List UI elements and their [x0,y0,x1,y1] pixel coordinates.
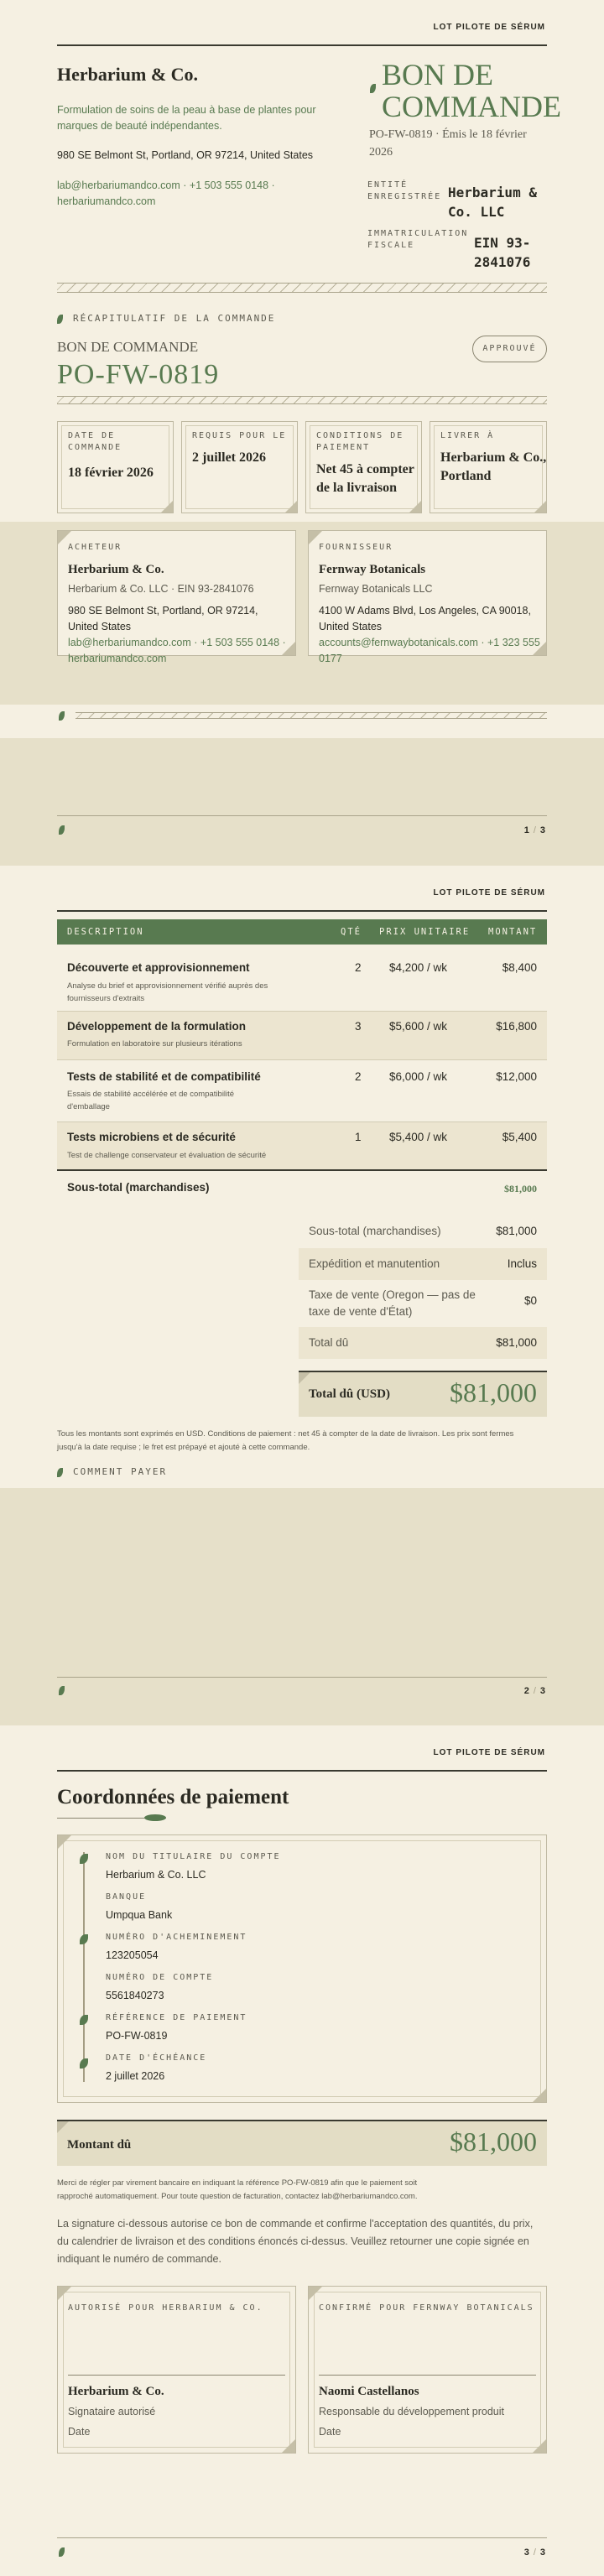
account-number-value: 5561840273 [106,1990,164,2001]
leaf-icon [59,825,65,835]
item-amount: $12,000 [496,1070,537,1083]
signature-block-supplier [308,2286,547,2454]
leaf-icon [59,2547,65,2557]
how-to-pay-label: COMMENT PAYER [57,1466,167,1477]
leaf-icon [80,1854,88,1864]
item-unit-price: $4,200 / wk [389,961,448,974]
page-number: 3 / 3 [523,2547,545,2558]
header-rule [57,910,547,912]
table-subtotal-row [57,1171,547,1205]
signer-name: Naomi Castellanos [319,2385,419,2398]
tax-value: EIN 93-2841076 [474,235,531,270]
summary-tax: Taxe de vente (Oregon — pas de taxe de vente d'État) $0 [309,1288,537,1318]
signature-date: Date [68,2426,91,2438]
leaf-icon [80,1934,88,1944]
item-title: Tests microbiens et de sécurité [67,1131,236,1143]
item-amount: $16,800 [496,1020,537,1033]
corner-ornament [533,2439,546,2453]
signature-block-buyer [57,2286,296,2454]
summary-card-required-date [181,421,298,513]
leaf-icon [57,1468,63,1477]
footer-rule [57,2537,547,2538]
divider-pattern [57,283,547,293]
item-detail: Test de challenge conservateur et évaluation de sécurité [67,1151,267,1160]
supplier-contact[interactable]: accounts@fernwaybotanicals.com · +1 323 555 0177 [319,637,540,664]
payment-reference-label: RÉFÉRENCE DE PAIEMENT [106,2013,247,2022]
item-qty: 3 [355,1020,362,1033]
item-unit-price: $6,000 / wk [389,1070,448,1083]
card-label: CONDITIONS DE PAIEMENT [316,431,404,452]
col-qty: QTÉ [341,927,362,937]
amount-due-label: Montant dû [67,2138,132,2152]
buyer-address: 980 SE Belmont St, Portland, OR 97214, United States [68,605,258,632]
tax-label: IMMATRICULATION FISCALE [367,229,469,250]
card-value: Herbarium & Co., Portland [440,450,547,483]
leaf-icon [59,711,65,721]
corner-ornament [299,1372,310,1384]
signer-role: Signataire autorisé [68,2406,156,2417]
grand-total-value: $81,000 [450,1377,537,1408]
item-amount: $8,400 [502,961,537,974]
corner-ornament [409,501,421,513]
company-tagline: Formulation de soins de la peau à base de plantes pour marques de beauté indépendantes. [57,104,316,132]
summary-subtotal: Sous-total (marchandises) $81,000 [309,1225,537,1237]
page-header [0,0,604,50]
grand-total-box [299,1371,547,1417]
page-header [0,1725,604,1776]
company-address: 980 SE Belmont St, Portland, OR 97214, United States [57,149,314,161]
buyer-card [57,530,296,664]
due-date-label: DATE D'ÉCHÉANCE [106,2053,207,2063]
corner-ornament [285,501,297,513]
po-number: PO-FW-0819 [57,359,220,390]
pilot-label: LOT PILOTE DE SÉRUM [433,23,545,32]
corner-ornament [58,2287,71,2300]
pilot-label: LOT PILOTE DE SÉRUM [433,888,545,898]
page-gap [0,1712,604,1725]
card-label: REQUIS POUR LE [192,431,287,440]
document-meta: PO-FW-0819 · Émis le 18 février 2026 [369,128,527,159]
header-rule [57,1770,547,1772]
item-title: Tests de stabilité et de compatibilité [67,1070,261,1083]
corner-ornament [161,501,173,513]
footer-rule [57,1677,547,1678]
terms-note: Tous les montants sont exprimés en USD. Conditions de paiement : net 45 à compter de la date de livraison. Les prix sont fermes jusqu'à la date requise ; le fret est prépayé et ajouté à cette commande. [57,1429,514,1452]
account-holder-label: NOM DU TITULAIRE DU COMPTE [106,1852,281,1861]
table-row [57,1012,547,1060]
item-title: Découverte et approvisionnement [67,961,250,974]
bank-value: Umpqua Bank [106,1909,173,1921]
payment-details-box [57,1834,547,2103]
summary-card-ship-to [430,421,547,513]
col-amount: MONTANT [488,927,538,937]
item-amount: $5,400 [502,1131,537,1143]
entity-label: ENTITÉ ENREGISTRÉE [367,180,442,201]
pilot-label: LOT PILOTE DE SÉRUM [433,1748,545,1757]
buyer-label: ACHETEUR [68,543,122,552]
corner-ornament [534,501,546,513]
card-label: DATE DE COMMANDE [68,431,122,452]
account-holder-value: Herbarium & Co. LLC [106,1869,206,1881]
account-number-label: NUMÉRO DE COMPTE [106,1973,214,1982]
corner-ornament [282,642,295,655]
corner-ornament [58,1835,71,1849]
header-rule [57,44,547,46]
company-contact[interactable]: lab@herbariumandco.com · +1 503 555 0148 · herbariumandco.com [57,180,275,207]
grand-total-label: Total dû (USD) [309,1387,390,1401]
item-unit-price: $5,400 / wk [389,1131,448,1143]
summary-card-payment-terms [305,421,422,513]
table-row [57,1060,547,1122]
footer-rule [57,815,547,816]
divider-pattern [57,396,547,404]
company-name: Herbarium & Co. [57,64,199,85]
card-value: Net 45 à compter de la livraison [316,462,414,495]
payment-title: Coordonnées de paiement [57,1786,289,1808]
corner-ornament [57,2121,69,2133]
due-date-value: 2 juillet 2026 [106,2070,165,2082]
page-header [0,866,604,916]
item-qty: 2 [355,961,362,974]
page-number: 1 / 3 [523,825,545,835]
signature-intro: La signature ci-dessous autorise ce bon de commande et confirme l'acceptation des quantités, du prix, du calendrier de livraison et des conditions énoncés ci-dessus. Veuillez retourner une copie signée en indiquant le numéro de commande. [57,2218,534,2265]
parties-band [0,522,604,705]
item-qty: 1 [355,1131,362,1143]
supplier-label: FOURNISSEUR [319,543,393,552]
signer-role: Responsable du développement produit [319,2406,504,2417]
table-header [57,919,547,945]
buyer-contact[interactable]: lab@herbariumandco.com · +1 503 555 0148 · herbariumandco.com [68,637,286,664]
line-items-table [57,919,547,1205]
summary-card-order-date [57,421,174,513]
leaf-icon [59,1686,65,1695]
leaf-icon [144,1814,166,1821]
page-3 [0,1725,604,2576]
corner-ornament [533,642,546,655]
col-unit-price: PRIX UNITAIRE [379,927,471,937]
buyer-name: Herbarium & Co. [68,563,164,576]
subtotal-label: Sous-total (marchandises) [67,1181,210,1194]
col-description: DESCRIPTION [67,927,144,937]
table-row [57,945,547,1012]
item-title: Développement de la formulation [67,1020,247,1033]
amount-due-value: $81,000 [450,2126,537,2157]
supplier-sub: Fernway Botanicals LLC [319,583,433,595]
item-detail: Essais de stabilité accélérée et de compatibilité d'emballage [67,1090,235,1111]
item-detail: Analyse du brief et approvisionnement vérifié auprès des fournisseurs d'extraits [67,981,268,1003]
item-qty: 2 [355,1070,362,1083]
corner-ornament [533,2089,546,2102]
routing-value: 123205054 [106,1949,159,1961]
leaf-icon [80,2015,88,2025]
item-detail: Formulation en laboratoire sur plusieurs itérations [67,1039,242,1049]
signature-line[interactable] [68,2375,285,2376]
card-label: LIVRER À [440,431,495,440]
card-value: 2 juillet 2026 [192,450,266,465]
page-number: 2 / 3 [523,1686,545,1696]
signature-line[interactable] [319,2375,536,2376]
entity-value: Herbarium & Co. LLC [448,185,537,220]
page-1-footer-band [0,738,604,854]
page-2-footer-band [0,1488,604,1712]
timeline-line [83,1852,85,2082]
payment-note: Merci de régler par virement bancaire en indiquant la référence PO-FW-0819 afin que le paiement soit rapproché automatiquement. Pour toute question de facturation, contactez lab@herbariumandco.com. [57,2178,418,2201]
payment-reference-value: PO-FW-0819 [106,2030,168,2042]
item-unit-price: $5,600 / wk [389,1020,448,1033]
leaf-icon [80,2058,88,2069]
summary-shipping: Expédition et manutention Inclus [299,1248,547,1280]
subtotal-value: $81,000 [504,1183,537,1194]
table-row [57,1122,547,1171]
signature-label: AUTORISÉ POUR HERBARIUM & CO. [68,2303,263,2313]
page-1 [0,0,604,854]
page-gap [0,854,604,866]
supplier-address: 4100 W Adams Blvd, Los Angeles, CA 90018, United States [319,605,531,632]
routing-label: NUMÉRO D'ACHEMINEMENT [106,1933,247,1942]
corner-ornament [282,2439,295,2453]
signature-label: CONFIRMÉ POUR FERNWAY BOTANICALS [319,2303,534,2313]
summary-total-due: Total dû $81,000 [299,1327,547,1359]
page-2 [0,866,604,1712]
summary-section-label: RÉCAPITULATIF DE LA COMMANDE [57,313,275,324]
po-kind: BON DE COMMANDE [57,339,199,355]
leaf-icon [370,84,376,93]
document-title: BON DE COMMANDE [382,58,562,123]
card-value: 18 février 2026 [68,466,154,480]
supplier-card [308,530,547,664]
corner-ornament [309,2287,322,2300]
leaf-icon [57,315,63,324]
divider-pattern [76,712,547,719]
signer-name: Herbarium & Co. [68,2385,164,2398]
amount-due-box [57,2120,547,2166]
bank-label: BANQUE [106,1892,147,1902]
buyer-sub: Herbarium & Co. LLC · EIN 93-2841076 [68,583,254,595]
supplier-name: Fernway Botanicals [319,563,426,576]
signature-date: Date [319,2426,341,2438]
status-badge: APPROUVÉ [472,336,547,362]
